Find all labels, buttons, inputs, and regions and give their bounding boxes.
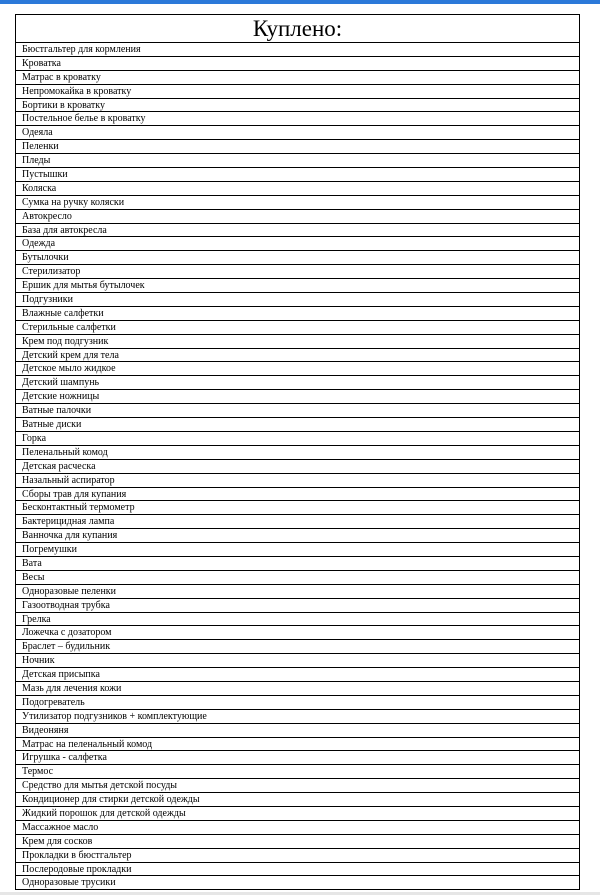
list-item: Браслет – будильник	[16, 640, 579, 654]
list-item: Детские ножницы	[16, 390, 579, 404]
list-item: Одноразовые трусики	[22, 877, 116, 889]
list-item: Пеленки	[16, 140, 579, 154]
list-item: Бюстгальтер для кормления	[16, 43, 579, 57]
list-item: Мазь для лечения кожи	[16, 682, 579, 696]
list-item: Газоотводная трубка	[16, 599, 579, 613]
list-item: Одежда	[16, 237, 579, 251]
list-item: Прокладки в бюстгальтер	[16, 849, 579, 863]
list-item: Видеоняня	[16, 724, 579, 738]
list-item: Крем под подгузник	[16, 335, 579, 349]
list-item: Ершик для мытья бутылочек	[16, 279, 579, 293]
list-item: Назальный аспиратор	[16, 474, 579, 488]
list-item: Бутылочки	[16, 251, 579, 265]
list-item: Ватные палочки	[16, 404, 579, 418]
list-item: Матрас в кроватку	[16, 71, 579, 85]
list-item: Одноразовые пеленки	[16, 585, 579, 599]
list-item: Бортики в кроватку	[16, 99, 579, 113]
list-item: База для автокресла	[16, 224, 579, 238]
list-item: Влажные салфетки	[16, 307, 579, 321]
list-item: Ватные диски	[16, 418, 579, 432]
list-item: Ложечка с дозатором	[16, 626, 579, 640]
list-item: Пустышки	[16, 168, 579, 182]
list-item: Послеродовые прокладки	[16, 863, 579, 877]
list-item: Бесконтактный термометр	[16, 501, 579, 515]
list-item: Детская расческа	[16, 460, 579, 474]
list-item: Кондиционер для стирки детской одежды	[16, 793, 579, 807]
list-item: Ночник	[16, 654, 579, 668]
list-item: Подогреватель	[16, 696, 579, 710]
list-item: Вата	[16, 557, 579, 571]
list-item: Сборы трав для купания	[16, 488, 579, 502]
list-item: Детское мыло жидкое	[16, 362, 579, 376]
list-item: Пледы	[16, 154, 579, 168]
list-item: Бактерицидная лампа	[16, 515, 579, 529]
list-item: Пеленальный комод	[16, 446, 579, 460]
list-item: Грелка	[16, 613, 579, 627]
list-item: Стерилизатор	[16, 265, 579, 279]
list-item: Средство для мытья детской посуды	[16, 779, 579, 793]
list-item: Погремушки	[16, 543, 579, 557]
list-item: Одеяла	[16, 126, 579, 140]
window-top-accent-bar	[0, 0, 600, 4]
list-item: Сумка на ручку коляски	[16, 196, 579, 210]
list-item: Коляска	[16, 182, 579, 196]
list-item: Термос	[16, 765, 579, 779]
list-item: Матрас на пеленальный комод	[16, 738, 579, 752]
list-item: Ванночка для купания	[16, 529, 579, 543]
purchased-items-table	[15, 14, 580, 890]
list-item: Детский шампунь	[16, 376, 579, 390]
list-item: Кроватка	[16, 57, 579, 71]
list-item: Игрушка - салфетка	[16, 751, 579, 765]
list-item: Жидкий порошок для детской одежды	[16, 807, 579, 821]
page-title: Куплено:	[16, 15, 579, 43]
list-item: Весы	[16, 571, 579, 585]
list-item: Непромокайка в кроватку	[16, 85, 579, 99]
list-item: Стерильные салфетки	[16, 321, 579, 335]
list-item: Детская присыпка	[16, 668, 579, 682]
list-item: Крем для сосков	[16, 835, 579, 849]
list-item: Массажное масло	[16, 821, 579, 835]
list-item: Детский крем для тела	[16, 349, 579, 363]
list-item: Подгузники	[16, 293, 579, 307]
purchased-items-list	[16, 43, 579, 889]
list-item: Автокресло	[16, 210, 579, 224]
list-item: Постельное белье в кроватку	[16, 112, 579, 126]
list-item: Утилизатор подгузников + комплектующие	[16, 710, 579, 724]
list-item: Горка	[16, 432, 579, 446]
